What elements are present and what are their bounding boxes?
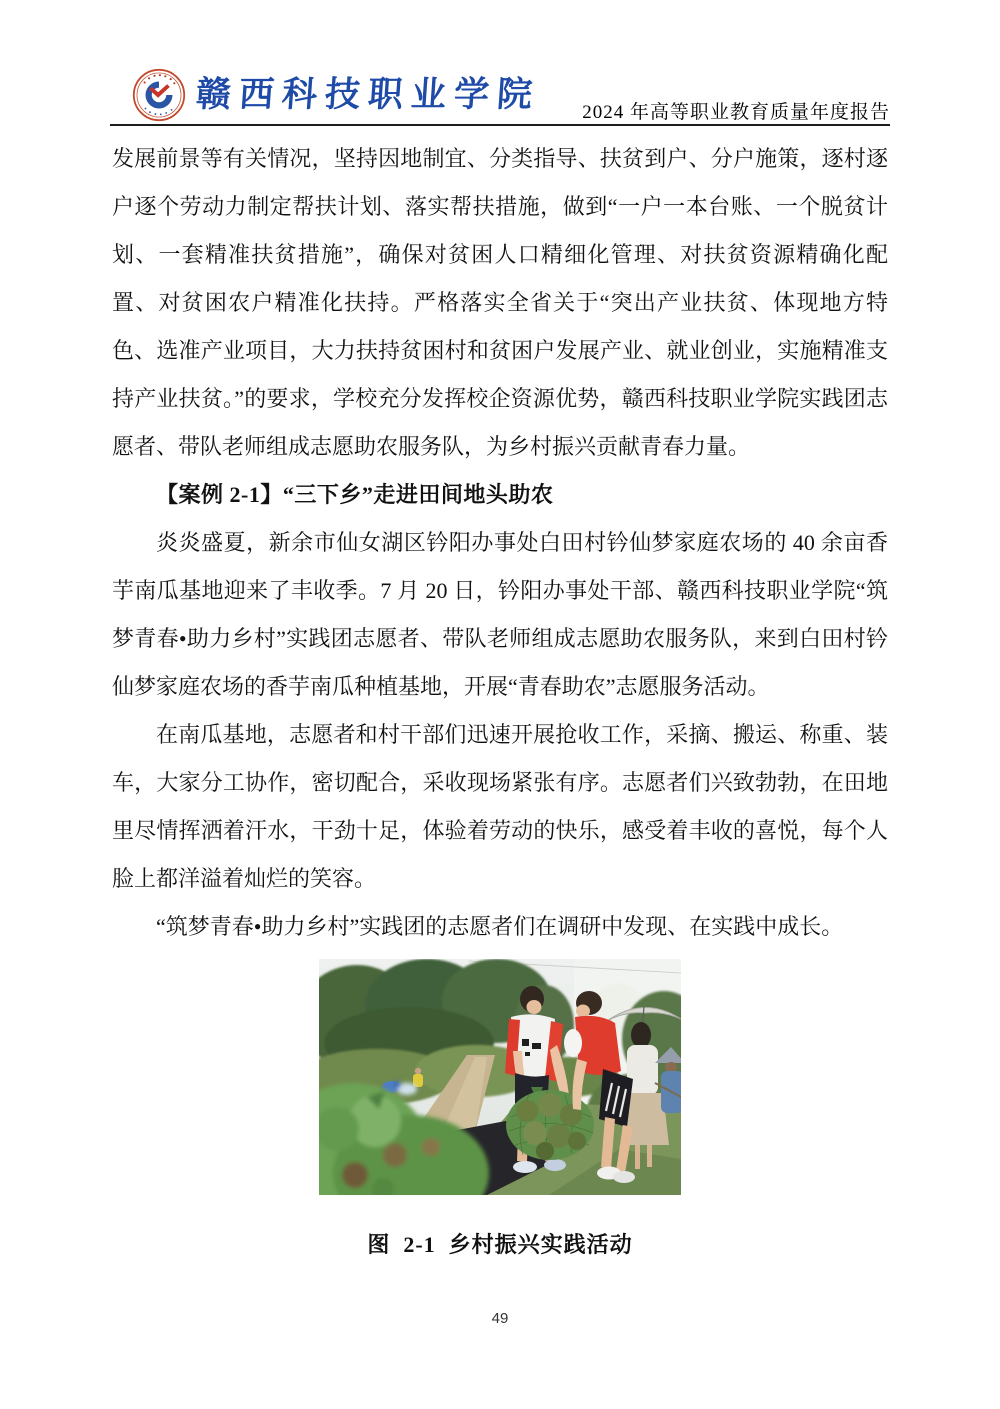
header-rule xyxy=(110,124,890,126)
figure-2-1 xyxy=(112,959,888,1262)
paragraph-3: 在南瓜基地，志愿者和村干部们迅速开展抢收工作，采摘、搬运、称重、装车，大家分工协作，密切配合，采收现场紧张有序。志愿者们兴致勃勃，在田地里尽情挥洒着汗水，干劲十足，体验着劳动的快乐，感受着丰收的喜悦，每个人脸上都洋溢着灿烂的笑容。 xyxy=(112,722,888,891)
case-heading: 【案例 2-1】“三下乡”走进田间地头助农 xyxy=(156,482,554,507)
figure-caption: 图 2-1 乡村振兴实践活动 xyxy=(367,1232,633,1257)
page-header xyxy=(110,68,890,126)
paragraph-1: 发展前景等有关情况，坚持因地制宜、分类指导、扶贫到户、分户施策，逐村逐户逐个劳动力制定帮扶计划、落实帮扶措施，做到“一户一本台账、一个脱贫计划、一套精准扶贫措施”，确保对贫困人口精细化管理、对扶贫资源精确化配置、对贫困农户精准化扶持。严格落实全省关于“突出产业扶贫、体现地方特色、选准产业项目，大力扶持贫困村和贫困户发展产业、就业创业，实施精准支持产业扶贫。”的要求，学校充分发挥校企资源优势，赣西科技职业学院实践团志愿者、带队老师组成志愿助农服务队，为乡村振兴贡献青春力量。 xyxy=(112,146,888,459)
report-title: 2024 年高等职业教育质量年度报告 xyxy=(582,102,890,123)
header-branding xyxy=(132,68,540,122)
school-emblem-icon xyxy=(132,68,186,122)
document-body xyxy=(112,135,888,1262)
page-number: 49 xyxy=(491,1310,509,1327)
school-name: 赣西科技职业学院 xyxy=(194,75,542,114)
paragraph-2: 炎炎盛夏，新余市仙女湖区钤阳办事处白田村钤仙梦家庭农场的 40 余亩香芋南瓜基地迎来了丰收季。7 月 20 日，钤阳办事处干部、赣西科技职业学院“筑梦青春•助力乡村”实践团志愿者、带队老师组成志愿助农服务队，来到白田村钤仙梦家庭农场的香芋南瓜种植基地，开展“青春助农”志愿服务活动。 xyxy=(112,530,888,699)
paragraph-4: “筑梦青春•助力乡村”实践团的志愿者们在调研中发现、在实践中成长。 xyxy=(156,914,844,939)
harvest-photo-illustration xyxy=(319,959,681,1195)
page-footer xyxy=(0,1310,1000,1327)
figure-photo xyxy=(319,959,681,1195)
